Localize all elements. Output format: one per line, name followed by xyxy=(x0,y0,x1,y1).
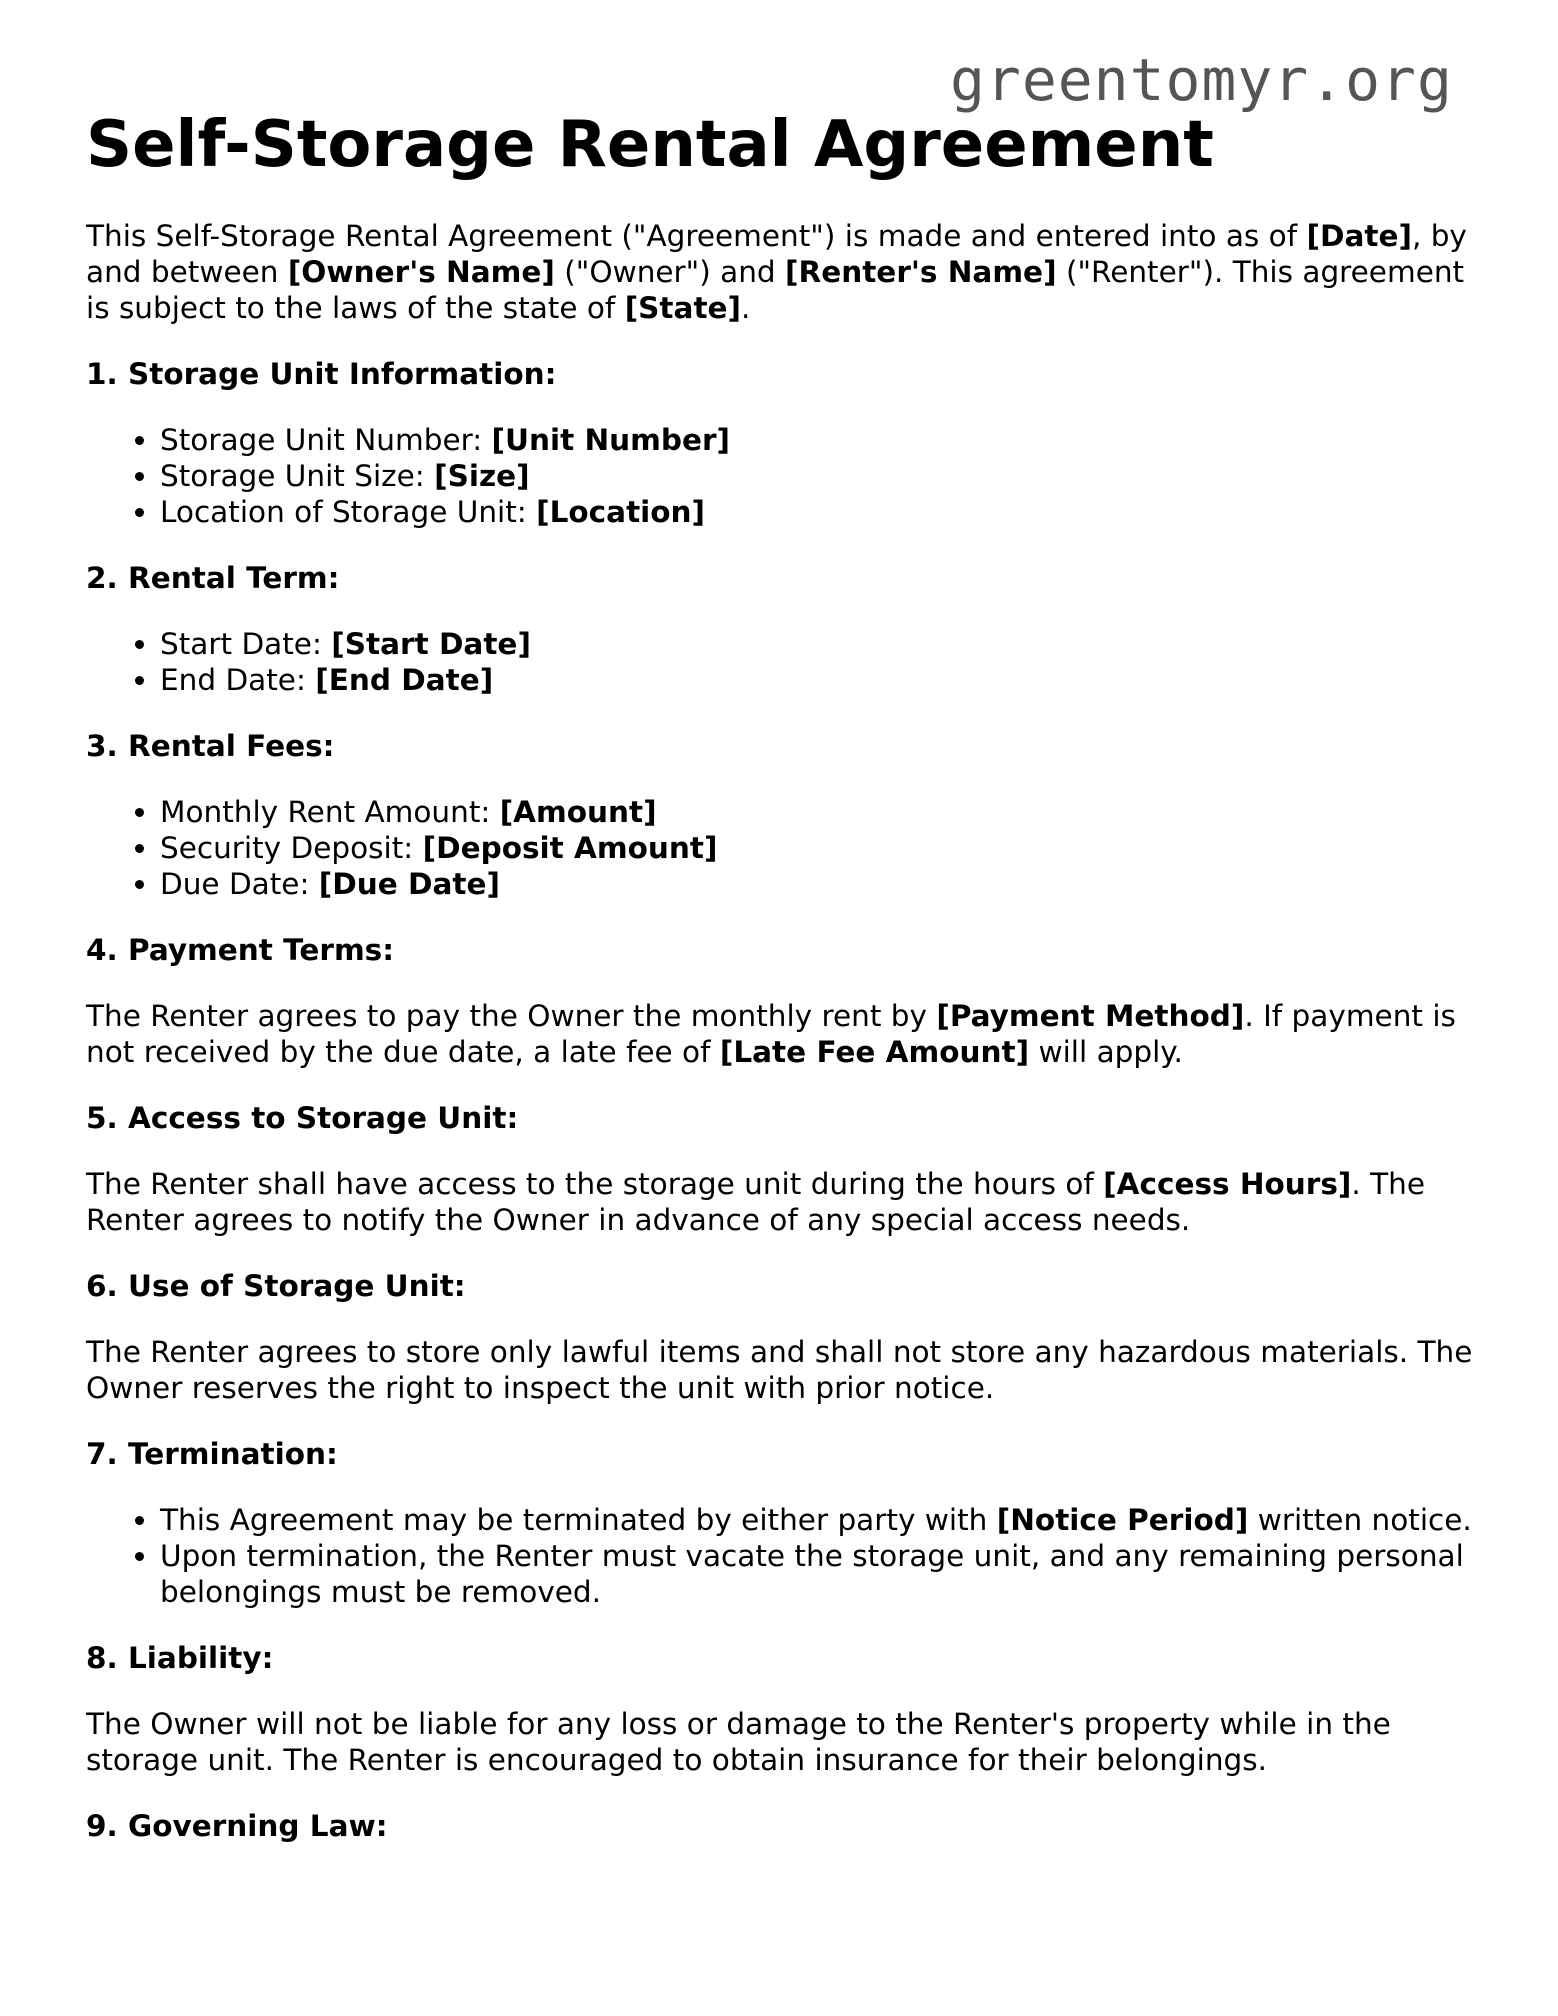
date-placeholder: [Date] xyxy=(1306,219,1412,253)
intro-text: . xyxy=(741,291,751,325)
list-item xyxy=(160,794,1496,830)
section-heading-governing-law: 9. Governing Law: xyxy=(86,1809,388,1843)
intro-text: ("Renter"). This agreement is subject to the laws of the state of xyxy=(86,255,1465,325)
paragraph-text: . The Renter agrees to notify the Owner in advance of any special access needs. xyxy=(86,1167,1426,1237)
paragraph-text: The Renter shall have access to the storage unit during the hours of xyxy=(86,1167,1104,1201)
paragraph-text: The Renter agrees to pay the Owner the monthly rent by xyxy=(86,999,937,1033)
location-placeholder: [Location] xyxy=(536,495,706,529)
rental-fees-list xyxy=(86,794,1496,902)
list-item xyxy=(160,830,1496,866)
list-item xyxy=(160,458,1496,494)
intro-text: This Self-Storage Rental Agreement ("Agreement") is made and entered into as of xyxy=(86,219,1307,253)
item-label: Storage Unit Number: xyxy=(160,423,492,457)
renter-name-placeholder: [Renter's Name] xyxy=(785,255,1057,289)
termination-list xyxy=(86,1502,1496,1610)
size-placeholder: [Size] xyxy=(434,459,530,493)
intro-paragraph xyxy=(86,218,1496,326)
item-label: Storage Unit Size: xyxy=(160,459,435,493)
item-label: Monthly Rent Amount: xyxy=(160,795,500,829)
list-item xyxy=(160,494,1496,530)
item-text: written notice. xyxy=(1248,1503,1472,1537)
intro-text: , by and between xyxy=(86,219,1467,289)
section-heading-storage-unit-info: 1. Storage Unit Information: xyxy=(86,357,557,391)
payment-terms-paragraph xyxy=(86,998,1496,1070)
section-heading-termination: 7. Termination: xyxy=(86,1437,338,1471)
late-fee-placeholder: [Late Fee Amount] xyxy=(719,1035,1030,1069)
storage-unit-info-list xyxy=(86,422,1496,530)
amount-placeholder: [Amount] xyxy=(499,795,657,829)
section-heading-liability: 8. Liability: xyxy=(86,1641,274,1675)
liability-paragraph: The Owner will not be liable for any loss or damage to the Renter's property while in the storage unit. The Renter is encouraged to obtain insurance for their belongings. xyxy=(86,1707,1391,1777)
rental-term-list xyxy=(86,626,1496,698)
end-date-placeholder: [End Date] xyxy=(315,663,494,697)
payment-method-placeholder: [Payment Method] xyxy=(936,999,1245,1033)
item-label: Start Date: xyxy=(160,627,332,661)
notice-period-placeholder: [Notice Period] xyxy=(996,1503,1249,1537)
item-label: End Date: xyxy=(160,663,316,697)
use-paragraph: The Renter agrees to store only lawful items and shall not store any hazardous materials. The Owner reserves the right to inspect the unit with prior notice. xyxy=(86,1335,1473,1405)
due-date-placeholder: [Due Date] xyxy=(318,867,501,901)
list-item: • Upon termination, the Renter must vacate the storage unit, and any remaining personal belongings must be removed. xyxy=(160,1538,1496,1610)
paragraph-text: . If payment is not received by the due date, a late fee of xyxy=(86,999,1456,1069)
state-placeholder: [State] xyxy=(624,291,742,325)
unit-number-placeholder: [Unit Number] xyxy=(491,423,731,457)
document-title: Self-Storage Rental Agreement xyxy=(86,108,1214,182)
agreement-body xyxy=(86,218,1496,1874)
section-heading-payment-terms: 4. Payment Terms: xyxy=(86,933,395,967)
intro-text: ("Owner") and xyxy=(554,255,785,289)
list-item xyxy=(160,662,1496,698)
item-text: This Agreement may be terminated by either party with xyxy=(160,1503,997,1537)
section-heading-use: 6. Use of Storage Unit: xyxy=(86,1269,466,1303)
deposit-amount-placeholder: [Deposit Amount] xyxy=(422,831,718,865)
paragraph-text: will apply. xyxy=(1029,1035,1183,1069)
list-item xyxy=(160,866,1496,902)
start-date-placeholder: [Start Date] xyxy=(331,627,531,661)
item-label: Security Deposit: xyxy=(160,831,423,865)
list-item xyxy=(160,626,1496,662)
owner-name-placeholder: [Owner's Name] xyxy=(287,255,555,289)
list-item xyxy=(160,422,1496,458)
access-hours-placeholder: [Access Hours] xyxy=(1103,1167,1352,1201)
item-label: Due Date: xyxy=(160,867,319,901)
list-item xyxy=(160,1502,1496,1538)
item-label: Location of Storage Unit: xyxy=(160,495,537,529)
access-paragraph xyxy=(86,1166,1496,1238)
section-heading-rental-term: 2. Rental Term: xyxy=(86,561,340,595)
section-heading-rental-fees: 3. Rental Fees: xyxy=(86,729,335,763)
section-heading-access: 5. Access to Storage Unit: xyxy=(86,1101,519,1135)
watermark-text: greentomyr.org xyxy=(950,46,1453,114)
